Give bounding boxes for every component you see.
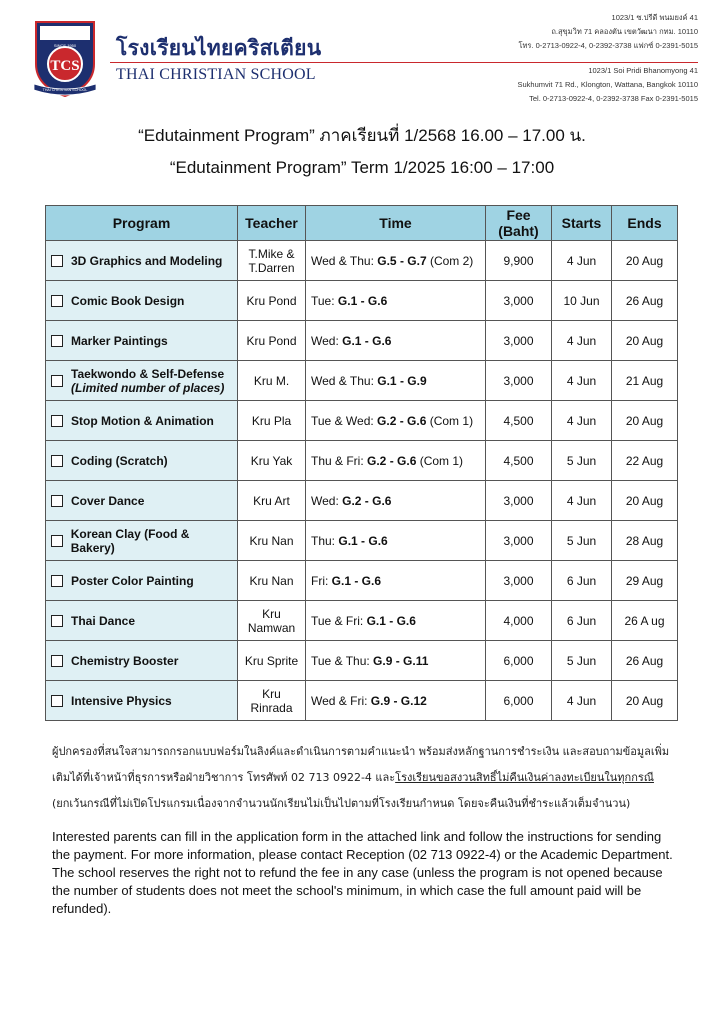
time-grades: G.2 - G.6 [367,453,417,468]
time-days: Wed: [311,333,343,348]
program-cell [46,681,238,721]
address-thai [518,11,698,53]
starts-cell: 4 Jun [552,681,612,721]
program-name: Intensive Physics [71,693,172,708]
time-cell [306,401,486,441]
title-english: “Edutainment Program” Term 1/2025 16:00 – 17:00 [169,158,555,177]
table-row [46,601,678,641]
program-cell [46,321,238,361]
time-cell [306,521,486,561]
starts-cell: 6 Jun [552,561,612,601]
time-grades: G.9 - G.11 [373,653,429,668]
table-row [46,361,678,401]
program-name: Poster Color Painting [71,573,194,588]
ends-cell: 26 A ug [612,601,678,641]
column-header-teacher: Teacher [238,206,306,241]
time-days: Tue: [311,293,338,308]
address-th-line: 1023/1 ซ.ปรีดี พนมยงค์ 41 [611,13,698,22]
fee-cell: 6,000 [486,641,552,681]
program-cell [46,521,238,561]
select-checkbox[interactable] [51,295,63,307]
fee-cell: 3,000 [486,481,552,521]
teacher-cell: Kru Yak [238,441,306,481]
svg-text:SINCE 1950: SINCE 1950 [53,43,77,48]
teacher-cell: Kru Sprite [238,641,306,681]
teacher-cell: Kru M. [238,361,306,401]
starts-cell: 4 Jun [552,361,612,401]
table-header-row [46,206,678,241]
note-thai-text: ผู้ปกครองที่สนใจสามารถกรอกแบบฟอร์มในลิงค์และดำเนินการตามคำแนะนำ พร้อมส่งหลักฐานการชำระเงิน และสอบถามข้อมูลเพิ่มเติมได้ที่เจ้าหน้าที่ธุรการหรือฝ่ายวิชาการ โทรศัพท์ 02 713 0922-4 และ [52,745,670,784]
time-days: Fri: [311,573,332,588]
column-header-ends: Ends [612,206,678,241]
ends-cell: 28 Aug [612,521,678,561]
program-schedule-table [45,205,678,721]
note-english: Interested parents can fill in the application form in the attached link and follow the instructions for sending the payment. For more information, please contact Reception (02 713 0922-4) or the Academic Department. The school reserves the right not to refund the fee in any case (unless the program is not opened because the number of students does not meet the school's minimum, in which case the full amount paid will be refunded). [52,829,673,916]
time-cell [306,681,486,721]
fee-cell: 4,000 [486,601,552,641]
table-row [46,481,678,521]
address-th-line: ถ.สุขุมวิท 71 คลองตัน เขตวัฒนา กทม. 10110 [551,27,698,36]
program-name: Cover Dance [71,493,145,508]
ends-cell: 20 Aug [612,241,678,281]
time-cell [306,321,486,361]
starts-cell: 4 Jun [552,241,612,281]
teacher-cell: Kru Nan [238,561,306,601]
starts-cell: 5 Jun [552,441,612,481]
program-name: 3D Graphics and Modeling [71,253,223,268]
table-row [46,641,678,681]
school-name-thai: โรงเรียนไทยคริสเตียน [116,35,322,60]
time-days: Thu: [311,533,339,548]
teacher-cell: Kru Pla [238,401,306,441]
select-checkbox[interactable] [51,695,63,707]
ends-cell: 20 Aug [612,321,678,361]
svg-text:THAI CHRISTIAN SCHOOL: THAI CHRISTIAN SCHOOL [42,88,88,92]
time-grades: G.9 - G.12 [370,693,427,708]
fee-cell: 3,000 [486,321,552,361]
title-thai: “Edutainment Program” ภาคเรียนที่ 1/2568 16.00 – 17.00 น. [138,126,586,145]
starts-cell: 4 Jun [552,321,612,361]
column-header-starts: Starts [552,206,612,241]
address-en-line: Tel. 0-2713-0922-4, 0-2392-3738 Fax 0-2391-5015 [529,94,698,103]
select-checkbox[interactable] [51,495,63,507]
program-cell [46,241,238,281]
time-days: Tue & Fri: [311,613,367,628]
table-row [46,561,678,601]
time-grades: G.2 - G.6 [342,493,392,508]
select-checkbox[interactable] [51,575,63,587]
time-cell [306,481,486,521]
program-cell [46,401,238,441]
select-checkbox[interactable] [51,455,63,467]
select-checkbox[interactable] [51,615,63,627]
select-checkbox[interactable] [51,255,63,267]
school-name-english: THAI CHRISTIAN SCHOOL [116,66,316,83]
address-english [517,64,698,106]
time-extra: (Com 2) [426,253,474,268]
table-row [46,321,678,361]
starts-cell: 4 Jun [552,481,612,521]
time-cell [306,241,486,281]
time-cell [306,561,486,601]
fee-cell: 3,000 [486,521,552,561]
teacher-cell: Kru Pond [238,281,306,321]
note-thai [52,739,682,817]
fee-cell: 9,900 [486,241,552,281]
school-crest-logo [30,18,100,98]
ends-cell: 21 Aug [612,361,678,401]
select-checkbox[interactable] [51,335,63,347]
ends-cell: 29 Aug [612,561,678,601]
program-cell [46,641,238,681]
time-grades: G.1 - G.6 [331,573,382,588]
note-thai-no-refund: โรงเรียนขอสงวนสิทธิ์ไม่คืนเงินค่าลงทะเบียนในทุกกรณี [395,771,654,784]
time-grades: G.5 - G.7 [377,253,427,268]
starts-cell: 10 Jun [552,281,612,321]
svg-text:TCS: TCS [50,58,80,74]
time-days: Wed: [311,493,343,508]
time-grades: G.1 - G.6 [337,293,388,308]
select-checkbox[interactable] [51,535,63,547]
fee-cell: 4,500 [486,401,552,441]
time-grades: G.1 - G.9 [377,373,427,388]
teacher-cell: T.Mike & T.Darren [238,241,306,281]
program-cell [46,481,238,521]
table-row [46,521,678,561]
fee-cell: 6,000 [486,681,552,721]
program-cell [46,601,238,641]
column-header-program: Program [46,206,238,241]
time-cell [306,361,486,401]
ends-cell: 26 Aug [612,641,678,681]
program-name: Marker Paintings [71,333,168,348]
time-days: Tue & Wed: [311,413,378,428]
time-cell [306,281,486,321]
table-row [46,401,678,441]
note-thai-exception: (ยกเว้นกรณีที่ไม่เปิดโปรแกรมเนื่องจากจำนวนนักเรียนไม่เป็นไปตามที่โรงเรียนกำหนด โดยจะคืนเงินที่ชำระแล้วเต็มจำนวน) [52,797,631,810]
select-checkbox[interactable] [51,655,63,667]
program-note: (Limited number of places) [71,380,225,395]
program-cell [46,281,238,321]
column-header-fee: Fee (Baht) [486,206,552,241]
teacher-cell: Kru Nan [238,521,306,561]
program-name: Thai Dance [71,613,136,628]
teacher-cell: Kru Rinrada [238,681,306,721]
address-en-line: 1023/1 Soi Pridi Bhanomyong 41 [588,66,698,75]
column-header-time: Time [306,206,486,241]
time-extra: (Com 1) [416,453,464,468]
fee-cell: 3,000 [486,361,552,401]
program-name: Korean Clay (Food & Bakery) [70,526,190,555]
address-th-line: โทร. 0-2713-0922-4, 0-2392-3738 แฟกซ์ 0-2391-5015 [518,41,698,50]
program-cell [46,441,238,481]
time-grades: G.2 - G.6 [377,413,427,428]
time-extra: (Com 1) [426,413,474,428]
program-name: Comic Book Design [71,293,185,308]
program-cell [46,361,238,401]
program-name: Chemistry Booster [71,653,179,668]
header-divider [110,62,698,63]
time-grades: G.1 - G.6 [366,613,416,628]
time-days: Wed & Thu: [311,253,378,268]
program-name: Stop Motion & Animation [71,413,214,428]
ends-cell: 20 Aug [612,481,678,521]
fee-cell: 3,000 [486,561,552,601]
teacher-cell: Kru Art [238,481,306,521]
select-checkbox[interactable] [51,415,63,427]
fee-cell: 4,500 [486,441,552,481]
teacher-cell: Kru Pond [238,321,306,361]
time-days: Tue & Thu: [311,653,374,668]
time-days: Thu & Fri: [311,453,368,468]
time-cell [306,601,486,641]
starts-cell: 4 Jun [552,401,612,441]
table-row [46,281,678,321]
ends-cell: 20 Aug [612,681,678,721]
time-days: Wed & Fri: [311,693,371,708]
starts-cell: 6 Jun [552,601,612,641]
time-days: Wed & Thu: [311,373,378,388]
starts-cell: 5 Jun [552,641,612,681]
time-grades: G.1 - G.6 [342,333,392,348]
ends-cell: 22 Aug [612,441,678,481]
table-row [46,441,678,481]
teacher-cell: Kru Namwan [238,601,306,641]
ends-cell: 20 Aug [612,401,678,441]
time-cell [306,641,486,681]
program-cell [46,561,238,601]
fee-cell: 3,000 [486,281,552,321]
starts-cell: 5 Jun [552,521,612,561]
address-en-line: Sukhumvit 71 Rd., Klongton, Wattana, Bangkok 10110 [517,80,698,89]
time-cell [306,441,486,481]
ends-cell: 26 Aug [612,281,678,321]
program-name: Taekwondo & Self-Defense [71,366,225,381]
select-checkbox[interactable] [51,375,63,387]
program-name: Coding (Scratch) [71,453,168,468]
table-row [46,241,678,281]
table-row [46,681,678,721]
time-grades: G.1 - G.6 [338,533,388,548]
